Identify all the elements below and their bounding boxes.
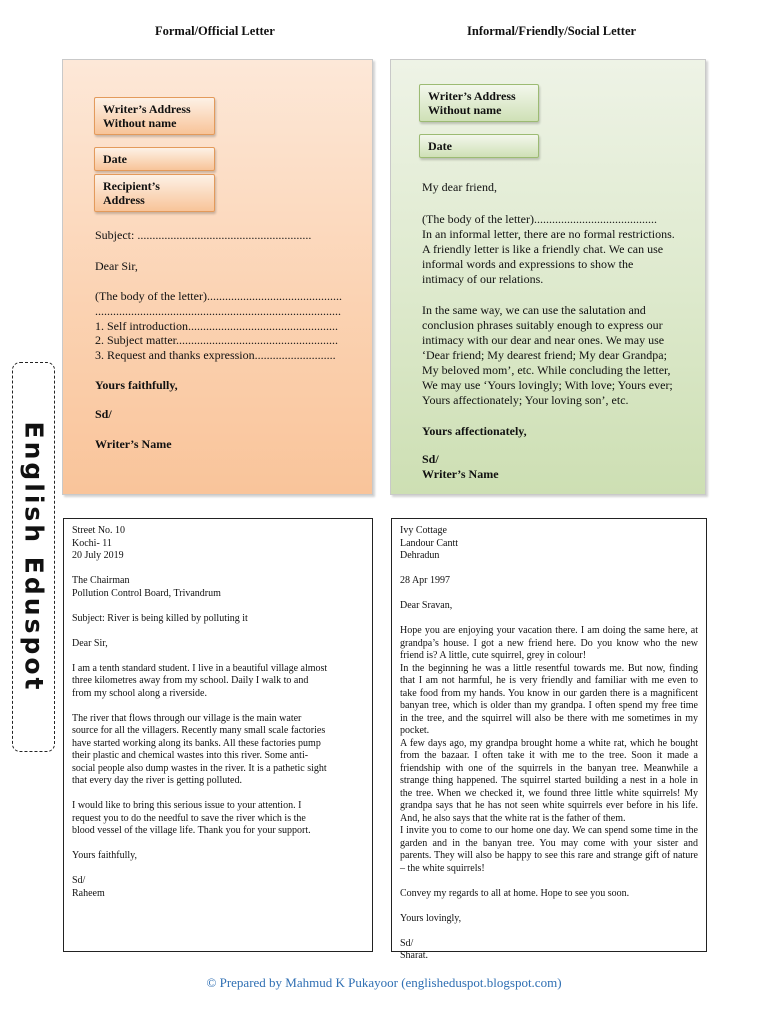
informal-format-panel	[390, 59, 706, 495]
point-item: 3. Request and thanks expression...........................	[95, 348, 336, 362]
body-line: ..................................................................................	[95, 304, 341, 318]
tag-line: Without name	[103, 116, 177, 130]
tag-line: Writer’s Address	[428, 89, 516, 103]
sender-address: Ivy Cottage Landour Cantt Dehradun	[400, 525, 459, 561]
letter-paragraph: The river that flows through our village is the main water source for all the villagers. Recently many small scale factories have started working along its banks. All these factories pump their plastic and chemical wastes into this river. Some anti- social people also dump wastes in the river. It is a pathetic sight that every day the river is getting polluted.	[72, 712, 327, 786]
point-item: 1. Self introduction..................................................	[95, 319, 338, 333]
letter-paragraph: I am a tenth standard student. I live in a beautiful village almost three kilometres away from my school. Daily I walk to and from my school along a riverside.	[72, 662, 328, 699]
body-line: (The body of the letter).............................................	[95, 289, 342, 303]
recipient-address-tag	[94, 174, 215, 212]
subject-line: Subject: ..........................................................	[95, 228, 312, 242]
date-tag	[419, 134, 539, 158]
tag-line: Date	[428, 139, 452, 153]
letter-paragraph: I would like to bring this serious issue to your attention. I request you to do the needful to save the river which is the blood vessel of the village life. Thank you for your support.	[72, 800, 311, 836]
formal-letter-title: Formal/Official Letter	[155, 24, 275, 38]
formal-format-panel	[62, 59, 373, 495]
writer-address-tag	[419, 84, 539, 122]
tag-line: Writer’s Address	[103, 102, 191, 116]
tag-line: Recipient’s	[103, 179, 160, 193]
writer-name: Writer’s Name	[95, 437, 172, 451]
letter-subject: Subject: River is being killed by polluting it	[72, 612, 248, 624]
signature: Sd/	[95, 407, 112, 421]
signature: Sd/	[422, 452, 439, 466]
body-paragraph: (The body of the letter)......................................... In an informal letter, there are no formal restrictions. A friendly letter is like a friendly chat. We can use informal words and expressions to show the intimacy of our relations.	[422, 212, 675, 286]
point-item: 2. Subject matter......................................................	[95, 333, 338, 347]
tag-line: Without name	[428, 103, 502, 117]
informal-letter-title: Informal/Friendly/Social Letter	[467, 24, 637, 38]
letter-body: Hope you are enjoying your vacation there. I am doing the same here, at grandpa’s house. I got a new friend here. Do you know who the new friend is? A little, cute squirrel, grey in colour! In the beginning he was a little resentful towards me. But now, finding that I am not harmful, he is very friendly and familiar with me even to take food from my hands. You know in our garden there is a magnificent banyan tree, which is older than my grandpa. I often spend my free time in the tree, and the squirrel will also be there with me sometimes in my pocket. A few days ago, my grandpa brought home a white rat, which he bought from the bazaar. I often take it with me to the tree. Soon it made a friendship with one of the squirrels in the banyan tree. Meanwhile a strange thing happened. The squirrel started building a nest in a hole in the tree. When we checked it, we found three little white squirrels! My grandpa says that he has not seen white squirrels ever before in his life. And, he also says that the white rat is the father of them. I invite you to come to our home one day. We can spend some time in the garden and in the banyan tree. You may come with your sister and parents. They will also be happy to see this rare and strange gift of nature – the white squirrels!	[400, 625, 698, 874]
salutation: My dear friend,	[422, 180, 497, 194]
closing: Yours affectionately,	[422, 424, 527, 438]
writer-address-tag	[94, 97, 215, 135]
letter-signoff: Sd/ Raheem	[72, 875, 105, 899]
letter-regards: Convey my regards to all at home. Hope to see you soon.	[400, 887, 630, 899]
footer-credit: © Prepared by Mahmud K Pukayoor (englisheduspot.blogspot.com)	[206, 975, 562, 990]
letter-closing: Yours faithfully,	[72, 850, 138, 861]
body-paragraph: In the same way, we can use the salutation and conclusion phrases suitably enough to express our intimacy with our dear and near ones. We may use ‘Dear friend; My dearest friend; My dear Grandpa; My beloved mom’, etc. While concluding the letter, We may use ‘Yours lovingly; With love; Yours ever; Yours affectionately; Your loving son’, etc.	[422, 303, 673, 407]
tag-line: Date	[103, 152, 127, 166]
salutation: Dear Sir,	[95, 259, 138, 273]
closing: Yours faithfully,	[95, 378, 178, 392]
informal-sample-letter	[391, 518, 707, 961]
sender-address: Street No. 10 Kochi- 11 20 July 2019	[72, 525, 126, 561]
letter-salutation: Dear Sir,	[72, 637, 108, 649]
writer-name: Writer’s Name	[422, 467, 499, 481]
date-tag	[94, 147, 215, 171]
formal-sample-letter	[63, 518, 373, 952]
tag-line: Address	[103, 193, 145, 207]
side-brand-label: English Eduspot	[19, 421, 49, 693]
letter-salutation: Dear Sravan,	[400, 600, 453, 611]
letter-closing: Yours lovingly,	[400, 912, 462, 924]
recipient-address: The Chairman Pollution Control Board, Trivandrum	[72, 575, 221, 599]
letter-date: 28 Apr 1997	[400, 575, 450, 586]
letter-signoff: Sd/ Sharat.	[400, 937, 429, 961]
